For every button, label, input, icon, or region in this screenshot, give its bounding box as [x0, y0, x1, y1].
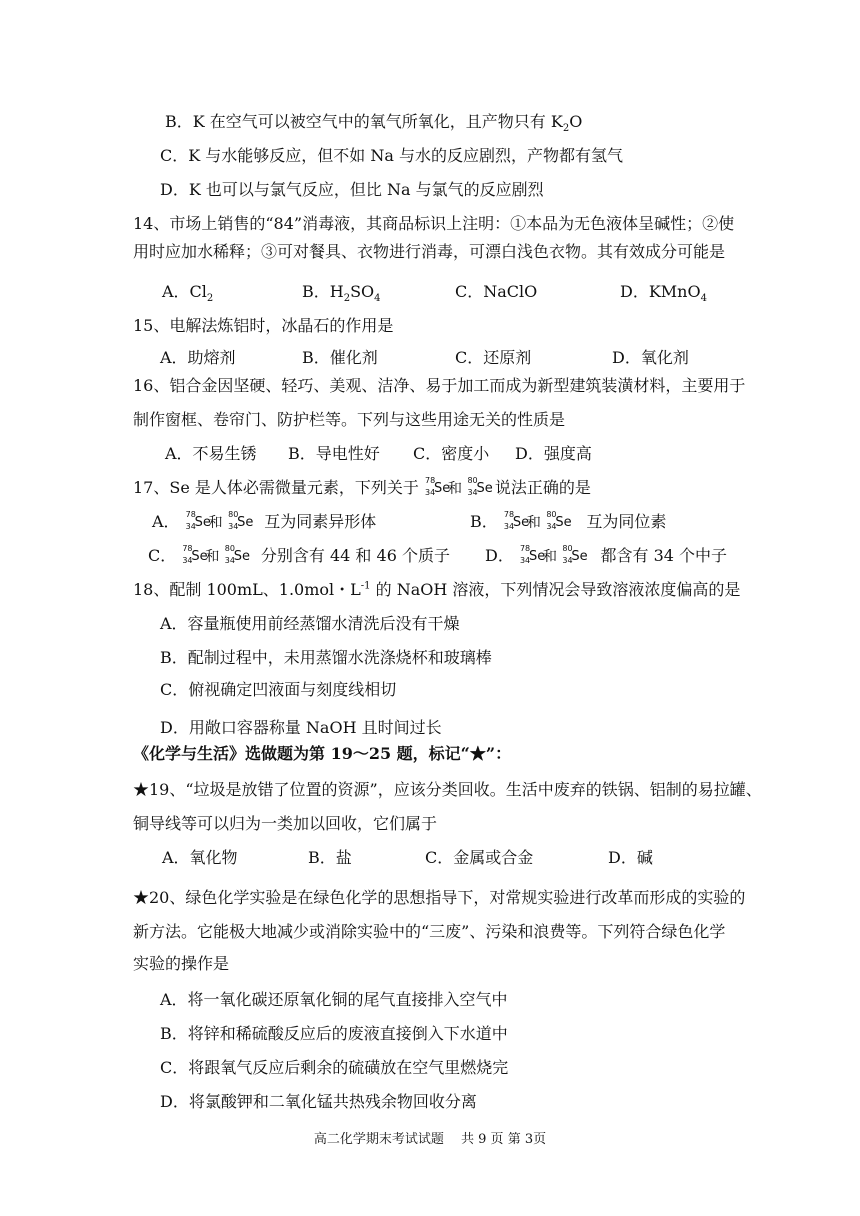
- q15-stem: 15、电解法炼铝时，冰晶石的作用是: [133, 316, 394, 335]
- q17-stem: 17、Se 是人体必需微量元素，下列关于 78 34 Se 和 80 34 Se 说法正确的是: [133, 478, 591, 500]
- page-footer: 高二化学期末考试试题 共 9 页 第 3页: [313, 1132, 547, 1147]
- q19-option-d: D．碱: [608, 848, 653, 867]
- q14-stem-line-2: 用时应加水稀释；③可对餐具、衣物进行消毒，可漂白浅色衣物。其有效成分可能是: [133, 242, 726, 261]
- q16-option-c: C．密度小: [413, 444, 490, 463]
- q17-option-a: A． 78 34 Se 和 80 34 Se 互为同素异形体: [152, 512, 376, 534]
- q18-option-c: C．俯视确定凹液面与刻度线相切: [160, 680, 397, 699]
- q17-option-d: D． 78 34 Se 和 80 34 Se 都含有 34 个中子: [485, 546, 727, 568]
- q20-option-d: D．将氯酸钾和二氧化锰共热残余物回收分离: [160, 1092, 477, 1111]
- q20-stem-line-1: ★20、绿色化学实验是在绿色化学的思想指导下，对常规实验进行改革而形成的实验的: [133, 888, 746, 907]
- section-heading: 《化学与生活》选做题为第 19～25 题，标记“★”：: [133, 744, 512, 763]
- isotope-se-78: 78 34 Se: [503, 510, 530, 531]
- q20-option-a: A．将一氧化碳还原氧化铜的尾气直接排入空气中: [160, 990, 508, 1009]
- q19-option-a: A．氧化物: [162, 848, 238, 867]
- q19-option-c: C．金属或合金: [425, 848, 534, 867]
- q20-option-b: B．将锌和稀硫酸反应后的废液直接倒入下水道中: [160, 1024, 508, 1043]
- isotope-se-78: 78 34 Se: [424, 476, 451, 497]
- q17-option-c: C． 78 34 Se 和 80 34 Se 分别含有 44 和 46 个质子: [148, 546, 450, 568]
- q16-option-b: B．导电性好: [288, 444, 380, 463]
- q18-stem: 18、配制 100mL、1.0mol・$L^{-1}$ 的 NaOH 溶液，下列情况会导致溶液浓度偏高的是: [133, 580, 741, 599]
- q18-option-a: A．容量瓶使用前经蒸馏水清洗后没有干燥: [160, 614, 460, 633]
- isotope-se-78: 78 34 Se: [182, 544, 208, 565]
- q15-option-b: B．催化剂: [302, 348, 378, 367]
- q14-option-c: C．NaClO: [455, 282, 538, 301]
- q14-option-d: D．KMnO$_4$: [620, 282, 707, 305]
- q17-option-b: B． 78 34 Se 和 80 34 Se 互为同位素: [470, 512, 666, 534]
- q20-stem-line-3: 实验的操作是: [133, 954, 230, 973]
- isotope-se-80: 80 34 Se: [224, 544, 251, 565]
- q15-option-a: A．助熔剂: [160, 348, 236, 367]
- q15-option-c: C．还原剂: [455, 348, 532, 367]
- isotope-se-80: 80 34 Se: [546, 510, 572, 531]
- q18-option-b: B．配制过程中，未用蒸馏水洗涤烧杯和玻璃棒: [160, 648, 492, 667]
- q15-option-d: D．氧化剂: [612, 348, 689, 367]
- q13-option-d: D．K 也可以与氯气反应，但比 Na 与氯气的反应剧烈: [160, 180, 544, 199]
- q16-option-d: D．强度高: [515, 444, 592, 463]
- q14-stem-line-1: 14、市场上销售的“84”消毒液，其商品标识上注明：①本品为无色液体呈碱性；②使: [133, 214, 735, 233]
- isotope-se-78: 78 34 Se: [185, 510, 211, 531]
- isotope-se-80: 80 34 Se: [467, 476, 493, 497]
- q19-option-b: B．盐: [308, 848, 352, 867]
- q13-option-b: B．K 在空气可以被空气中的氧气所氧化，且产物只有 $K_2O$: [165, 112, 583, 135]
- q14-option-b: B．$H_2SO_4$: [302, 282, 381, 305]
- isotope-se-80: 80 34 Se: [228, 510, 254, 531]
- q19-stem-line-1: ★19、“垃圾是放错了位置的资源”，应该分类回收。生活中废弃的铁锅、铝制的易拉罐、: [133, 780, 762, 799]
- isotope-se-78: 78 34 Se: [519, 544, 546, 565]
- isotope-pair: 78 34 Se 和 80 34 Se: [424, 481, 495, 497]
- q16-stem-line-2: 制作窗框、卷帘门、防护栏等。下列与这些用途无关的性质是: [133, 410, 566, 429]
- q16-option-a: A．不易生锈: [165, 444, 257, 463]
- q16-stem-line-1: 16、铝合金因坚硬、轻巧、美观、洁净、易于加工而成为新型建筑装潢材料，主要用于: [133, 376, 746, 395]
- q19-stem-line-2: 铜导线等可以归为一类加以回收，它们属于: [133, 814, 438, 833]
- q14-option-a: A．$Cl_2$: [162, 282, 214, 305]
- q18-option-d: D．用敞口容器称量 NaOH 且时间过长: [160, 718, 442, 737]
- q20-option-c: C．将跟氧气反应后剩余的硫磺放在空气里燃烧完: [160, 1058, 509, 1077]
- q13-option-c: C．K 与水能够反应，但不如 Na 与水的反应剧烈，产物都有氢气: [160, 146, 623, 165]
- isotope-se-80: 80 34 Se: [562, 544, 588, 565]
- q20-stem-line-2: 新方法。它能极大地减少或消除实验中的“三废”、污染和浪费等。下列符合绿色化学: [133, 922, 726, 941]
